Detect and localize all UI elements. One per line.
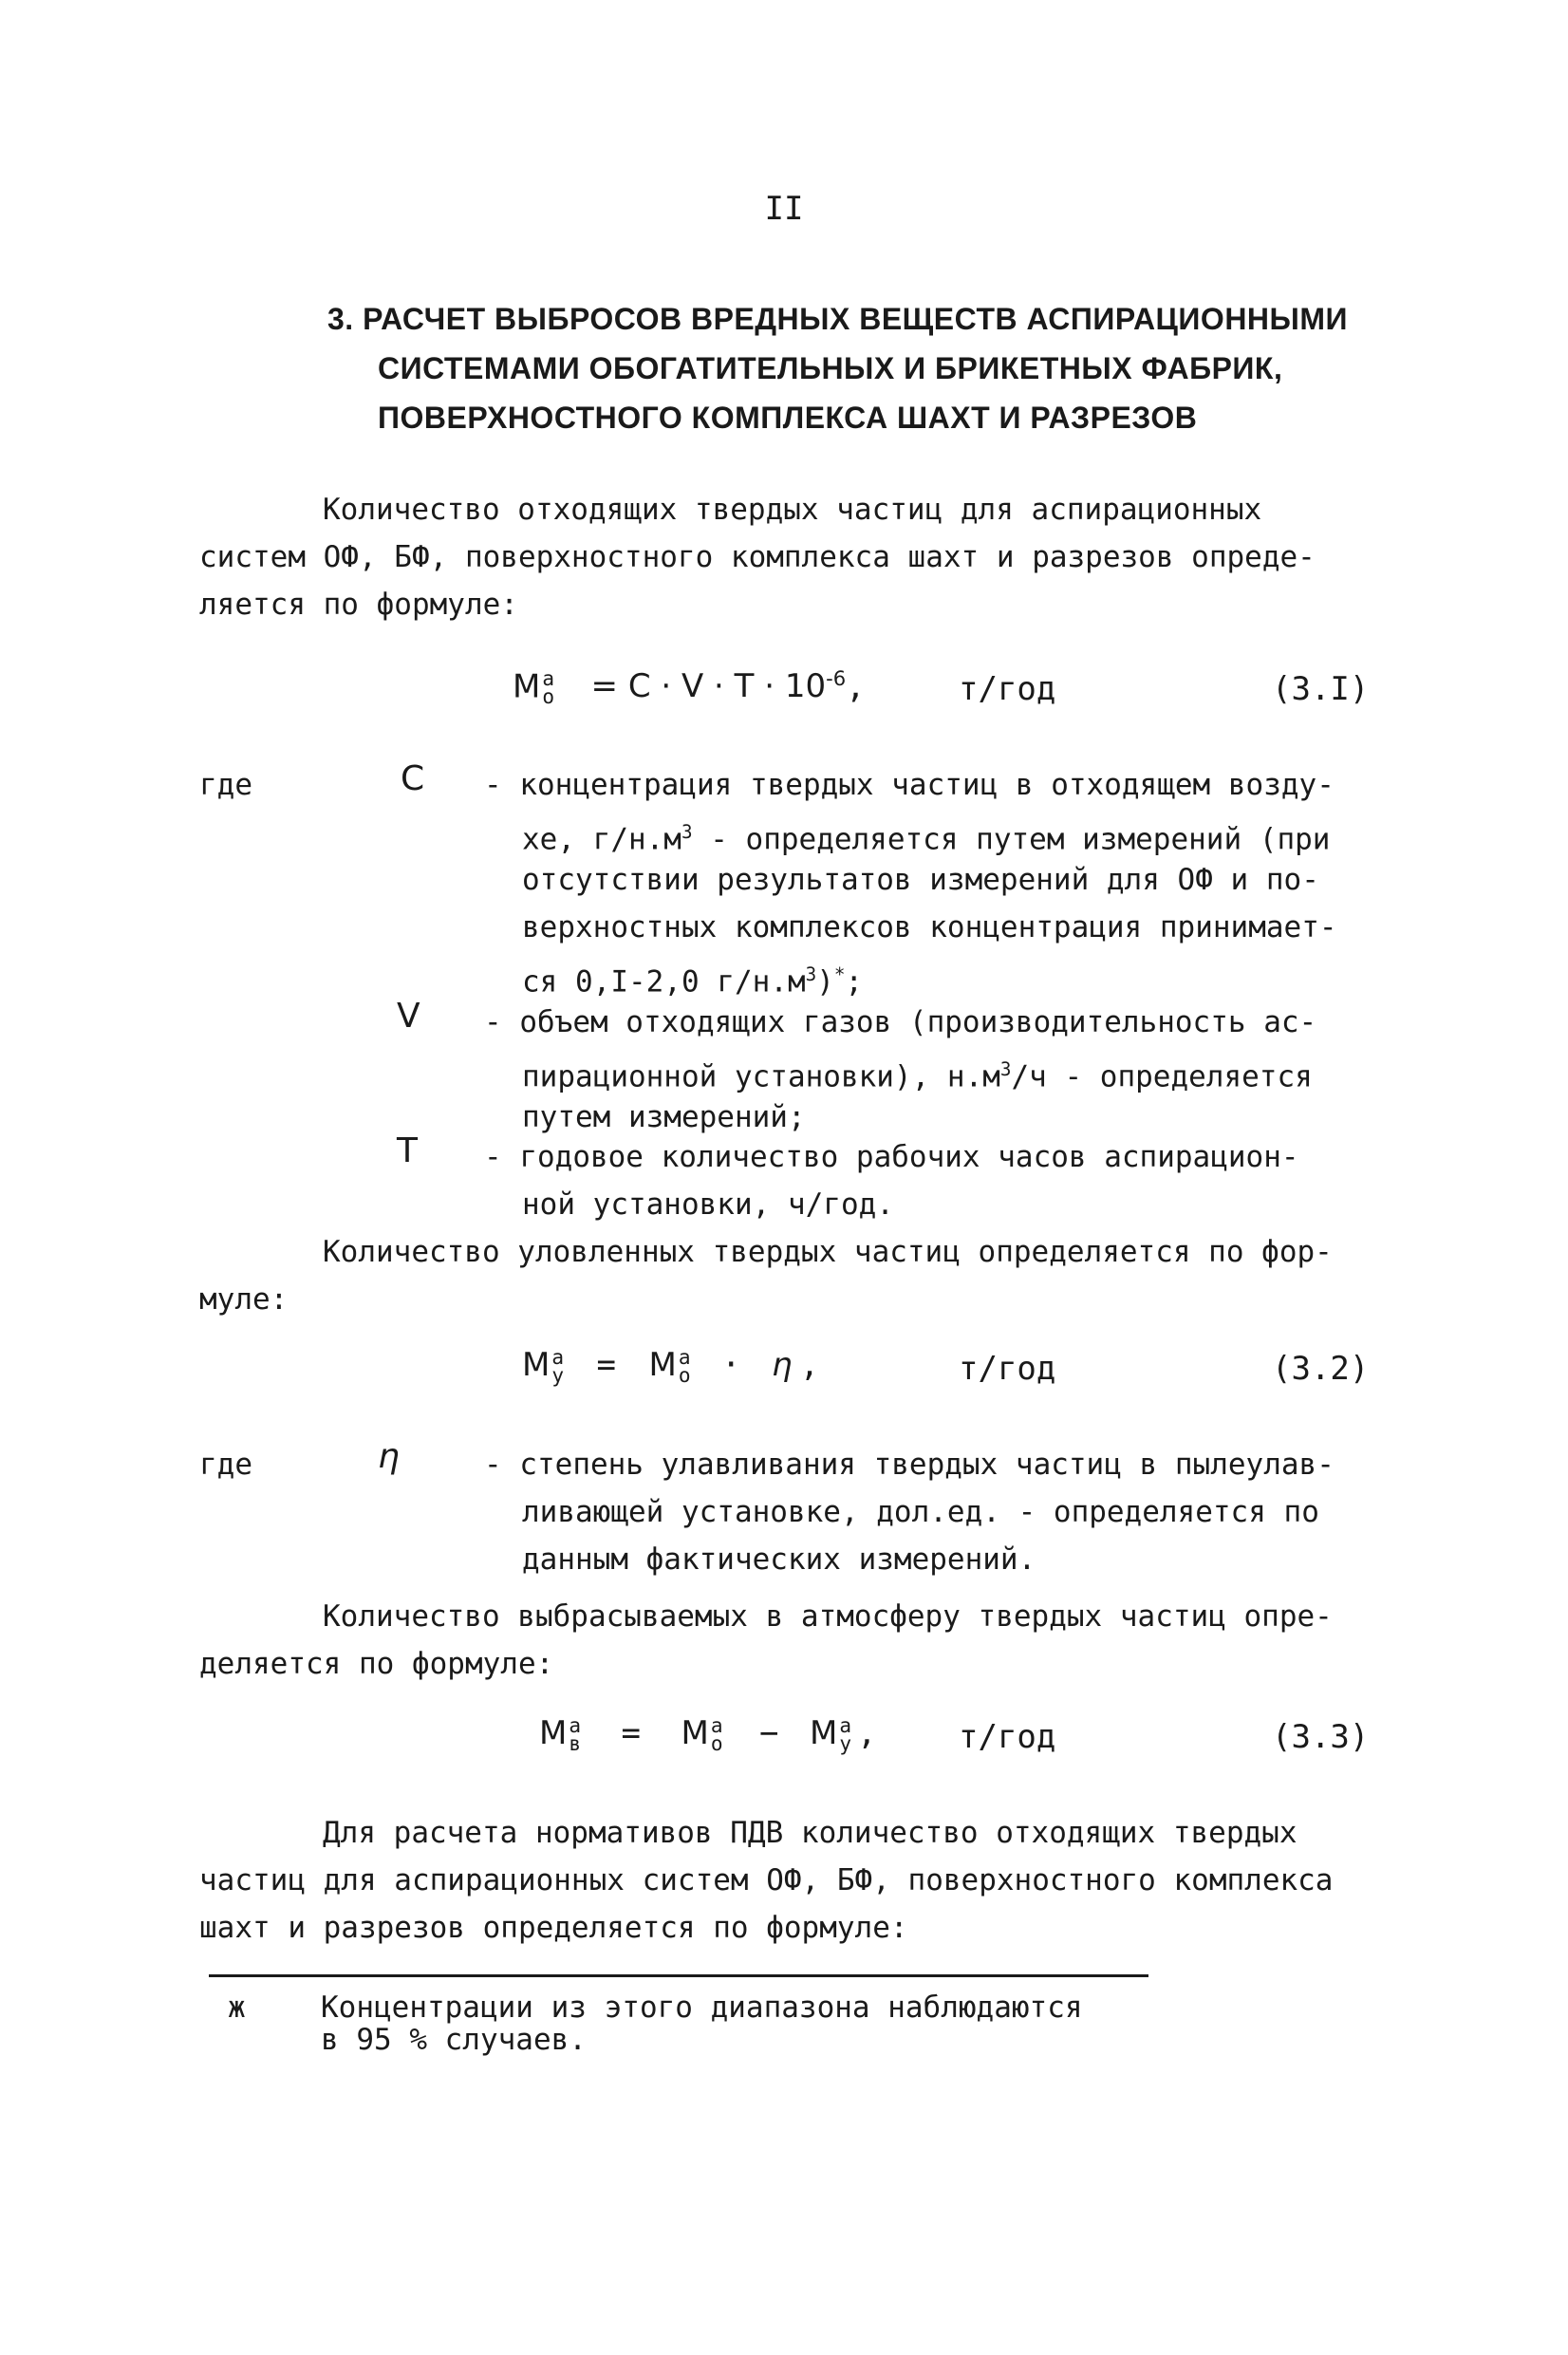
formula-3-1-sup: а xyxy=(542,665,555,690)
section-heading-line-2: СИСТЕМАМИ ОБОГАТИТЕЛЬНЫХ И БРИКЕТНЫХ ФАБРИК, xyxy=(378,351,1283,385)
paragraph-1-line-1: Количество отходящих твердых частиц для аспирационных xyxy=(323,493,1262,527)
formula-3-3-unit: т/год xyxy=(959,1718,1056,1756)
section-heading-line-1: 3. РАСЧЕТ ВЫБРОСОВ ВРЕДНЫХ ВЕЩЕСТВ АСПИРАЦИОННЫМИ xyxy=(327,302,1349,336)
var-t-symbol: T xyxy=(397,1131,418,1170)
paragraph-4-line-3: шахт и разрезов определяется по формуле: xyxy=(199,1911,908,1945)
section-heading-line-3: ПОВЕРХНОСТНОГО КОМПЛЕКСА ШАХТ И РАЗРЕЗОВ xyxy=(378,401,1198,435)
var-c-line-2: хе, $г/н.м^3$ - определяется путем измерений (при xyxy=(522,821,1331,857)
var-v-line-1: - объем отходящих газов (производительность ас- xyxy=(484,1005,1317,1039)
paragraph-4-line-1: Для расчета нормативов ПДВ количество отходящих твердых xyxy=(323,1816,1297,1850)
formula-3-1-sub: о xyxy=(542,683,555,708)
paragraph-1-line-3: ляется по формуле: xyxy=(199,588,518,622)
var-c-line-1: - концентрация твердых частиц в отходящем возду- xyxy=(484,768,1335,802)
var-t-line-1: - годовое количество рабочих часов аспирацион- xyxy=(484,1140,1299,1174)
paragraph-2-line-1: Количество уловленных твердых частиц определяется по фор- xyxy=(323,1235,1333,1269)
var-eta-line-3: данным фактических измерений. xyxy=(522,1542,1036,1577)
var-c-symbol: C xyxy=(401,759,425,798)
var-c-line-5: ся 0,I-2,0 $г/н.м^3)^*$; xyxy=(522,963,864,1000)
var-t-line-2: ной установки, ч/год. xyxy=(522,1187,894,1222)
var-c-line-4: верхностных комплексов концентрация принимает- xyxy=(522,910,1337,944)
var-v-line-3: путем измерений; xyxy=(522,1100,806,1134)
formula-3-1-symbol: M xyxy=(513,667,541,706)
formula-3-1-exp: -6 xyxy=(826,666,847,690)
footnote-line-2: в 95 % случаев. xyxy=(321,2023,587,2057)
formula-3-1-tail: , xyxy=(846,667,866,706)
page-number: II xyxy=(764,190,804,228)
paragraph-1-line-2: систем ОФ, БФ, поверхностного комплекса шахт и разрезов опреде- xyxy=(199,540,1316,574)
formula-3-1-rhs: = C · V · T · 10 xyxy=(590,667,827,706)
paragraph-3-line-1: Количество выбрасываемых в атмосферу твердых частиц опре- xyxy=(323,1599,1333,1634)
formula-3-2-unit: т/год xyxy=(959,1350,1056,1388)
formula-3-3-number: (3.3) xyxy=(1272,1718,1370,1756)
var-v-symbol: V xyxy=(397,997,420,1036)
formula-3-2: M а у = M а о · η , xyxy=(522,1344,820,1387)
formula-3-1 xyxy=(513,666,866,706)
footnote-marker: ж xyxy=(228,1991,246,2025)
where-label-1: где xyxy=(199,768,252,802)
formula-3-2-number: (3.2) xyxy=(1272,1350,1370,1388)
paragraph-4-line-2: частиц для аспирационных систем ОФ, БФ, поверхностного комплекса xyxy=(199,1863,1334,1897)
formula-3-3: M а в = M а о − M а у , xyxy=(539,1712,877,1755)
var-eta-line-1: - степень улавливания твердых частиц в пылеулав- xyxy=(484,1448,1335,1482)
var-v-line-2: пирационной установки), $н.м^3/ч$ - определяется xyxy=(522,1058,1313,1094)
paragraph-3-line-2: деляется по формуле: xyxy=(199,1647,554,1681)
var-eta-symbol: η xyxy=(378,1437,400,1476)
where-label-2: где xyxy=(199,1448,252,1482)
var-c-line-3: отсутствии результатов измерений для ОФ и по- xyxy=(522,863,1319,897)
paragraph-2-line-2: муле: xyxy=(199,1282,289,1317)
var-eta-line-2: ливающей установке, дол.ед. - определяется по xyxy=(522,1495,1319,1529)
formula-3-1-unit: т/год xyxy=(959,670,1056,708)
footnote-line-1: Концентрации из этого диапазона наблюдаются xyxy=(321,1991,1083,2025)
footnote-divider xyxy=(209,1974,1148,1977)
formula-3-1-number: (3.I) xyxy=(1272,670,1370,708)
